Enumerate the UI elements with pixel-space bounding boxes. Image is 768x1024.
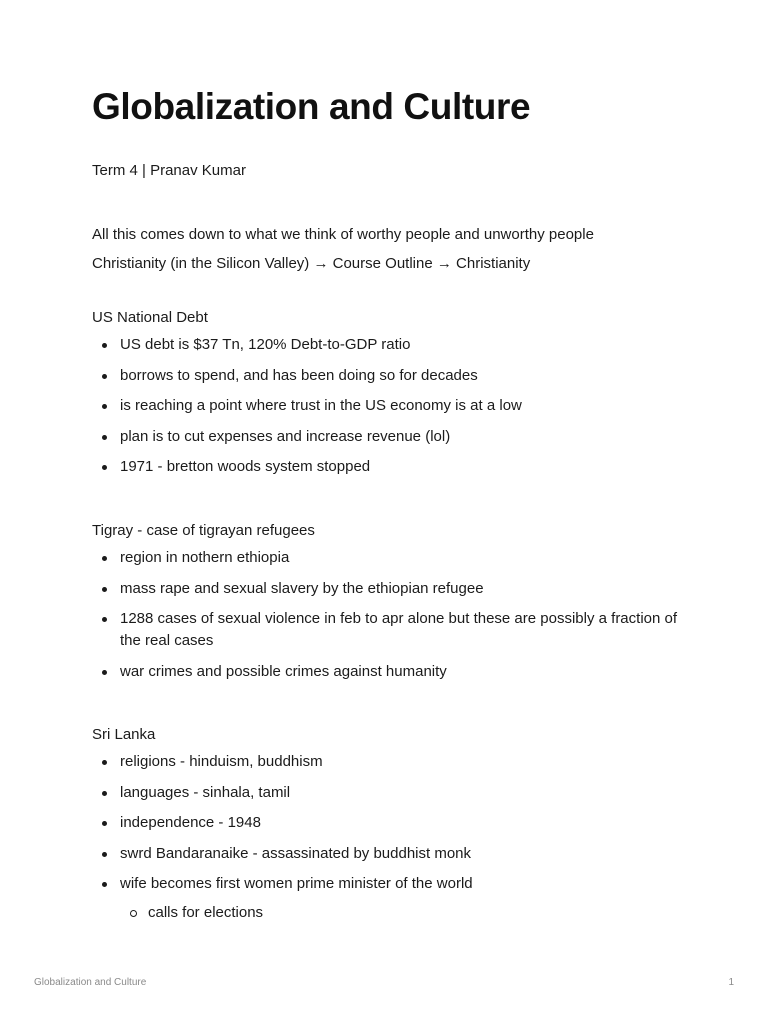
list-item-text: war crimes and possible crimes against humanity [120,662,447,680]
section-us-national-debt [92,308,692,487]
document-title: Globalization and Culture [92,86,531,127]
footer-page-number: 1 [728,977,734,988]
bullet-icon [102,760,107,765]
list-item [92,751,692,773]
bullet-icon [102,374,107,379]
list-item-text: plan is to cut expenses and increase revenue (lol) [120,427,451,445]
bullet-list [92,334,692,478]
bullet-icon [102,791,107,796]
intro-line: All this comes down to what we think of worthy people and unworthy people [92,226,594,243]
bullet-icon [102,435,107,440]
sub-list-item [120,902,692,924]
bullet-icon [102,587,107,592]
list-item [92,456,692,478]
list-item-text: swrd Bandaranaike - assassinated by buddhist monk [120,844,472,862]
intro-line: Christianity (in the Silicon Valley) → Course Outline → Christianity [92,255,531,272]
bullet-icon [102,343,107,348]
bullet-list [92,751,692,924]
list-item-text: mass rape and sexual slavery by the ethiopian refugee [120,579,484,597]
document-subtitle: Term 4 | Pranav Kumar [92,162,246,179]
bullet-icon [102,852,107,857]
list-item [92,843,692,865]
list-item-text: religions - hinduism, buddhism [120,753,323,770]
list-item [92,395,692,417]
list-item-text: US debt is $37 Tn, 120% Debt-to-GDP ratio [120,336,411,353]
list-item [92,334,692,356]
section-heading: Tigray - case of tigrayan refugees [92,522,315,539]
list-item-text: 1971 - bretton woods system stopped [120,458,371,476]
list-item [92,426,692,448]
list-item [92,547,692,569]
footer-document-title: Globalization and Culture [34,977,147,988]
sub-list-item-text: calls for elections [148,904,264,922]
list-item [92,782,692,804]
list-item [92,365,692,387]
bullet-icon [102,821,107,826]
list-item-text: wife becomes first women prime minister of the world [120,875,473,893]
list-item-text: languages - sinhala, tamil [120,783,291,801]
sub-bullet-list [120,902,692,924]
bullet-list [92,547,692,683]
bullet-icon [102,404,107,409]
list-item [92,812,692,834]
list-item-text: independence - 1948 [120,814,261,832]
section-heading: Sri Lanka [92,726,156,743]
list-item-text: is reaching a point where trust in the US economy is at a low [120,397,522,415]
bullet-icon [102,465,107,470]
list-item [92,578,692,600]
bullet-icon [102,670,107,675]
list-item-text: 1288 cases of sexual violence in feb to apr alone but these are possibly a fraction of the real cases [120,610,678,650]
list-item [92,661,692,683]
list-item-text: borrows to spend, and has been doing so for decades [120,366,478,384]
bullet-icon [102,882,107,887]
section-heading: US National Debt [92,309,208,326]
list-item [92,873,692,924]
list-item [92,608,680,652]
list-item-text: region in nothern ethiopia [120,549,290,566]
hollow-bullet-icon [130,910,137,917]
intro-paragraphs [92,220,692,278]
bullet-icon [102,617,107,622]
section-tigray [92,521,692,691]
bullet-icon [102,556,107,561]
section-sri-lanka [92,725,692,924]
